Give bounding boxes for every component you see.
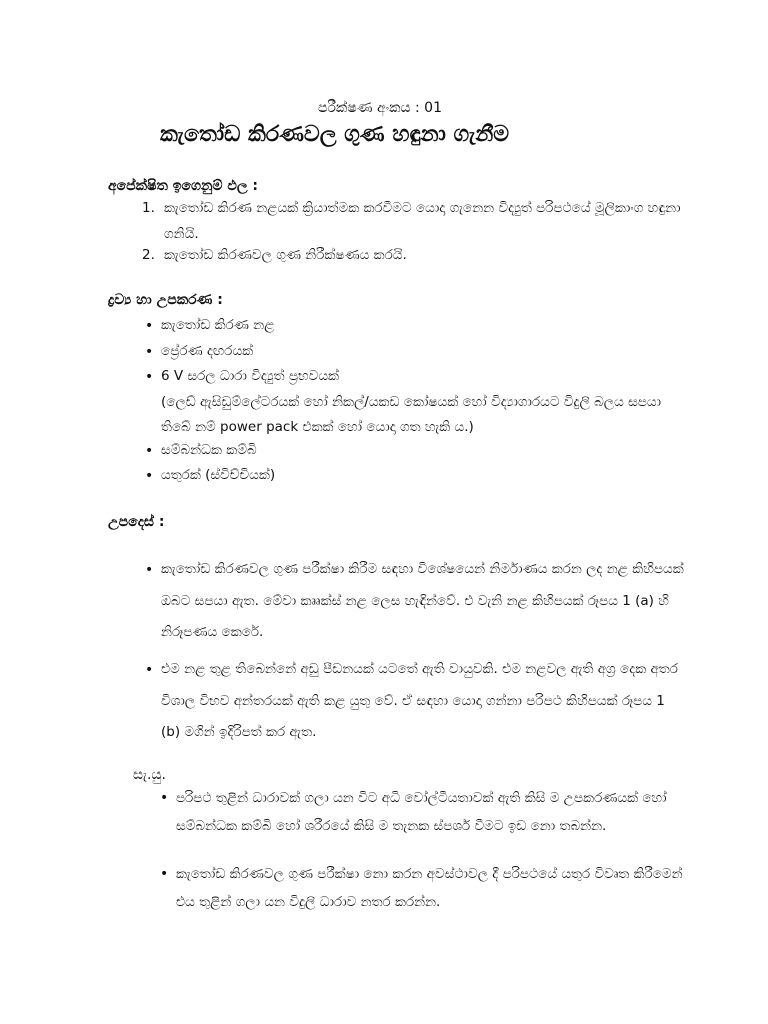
material-note: (ලෙඩ් ඇසිඩුම්ලේටරයක් හෝ නිකල්/යකඩ කෝෂයක් හෝ විද්‍යාගාරයට විදුලි බලය සපයා තිබේ නම් power pack එකක් හෝ යොදා ගත හැකි ය.) — [161, 393, 662, 436]
caution-text: කැතෝඩ කිරණවල ගුණ පරීක්ෂා නො කරන අවස්ථාවල දී පරිපථයේ යතුර විවෘත කිරීමෙන් එය තුළින් ගලා යන විදුලි ධාරාව නතර කරන්න. — [176, 866, 683, 911]
outcome-number: 1. — [142, 200, 155, 216]
materials-heading: ද්‍රව්‍ය හා උපකරණ : — [108, 292, 223, 308]
material-item — [145, 463, 685, 489]
caution-heading: සැ.යු. — [133, 767, 166, 783]
advice-text: එම නළ තුළ තිබෙන්නේ අඩු පීඩනයක් යටතේ ඇති වායුවකි. එම නළවල ඇති අග්‍ර දෙක අතර විශාල විභව අන්තරයක් ඇති කළ යුතු වේ. ඒ සඳහා යොදා ගන්නා පරිපථ කිහිපයක් රූපය 1 (b) මගින් ඉදිරිපත් කර ඇත. — [161, 661, 678, 741]
bullet-icon: • — [145, 662, 154, 678]
material-text: කැතෝඩ කිරණ නළ — [161, 317, 275, 333]
bullet-icon: • — [145, 318, 154, 334]
material-text: සම්බන්ධක කම්බි — [161, 442, 257, 458]
material-item — [145, 313, 685, 339]
bullet-icon: • — [145, 468, 154, 484]
caution-text: පරිපථ තුළින් ධාරාවක් ගලා යන විට අධි වෝල්ටීයතාවක් ඇති කිසි ම උපකරණයක් හෝ සම්බන්ධක කම්බි හෝ ශරීරයේ කිසි ම තැනක ස්පර්ශ වීමට ඉඩ නො තබන්න. — [176, 790, 667, 835]
caution-item — [160, 860, 685, 917]
outcome-item — [142, 243, 682, 269]
experiment-number: පරීක්ෂණ අංකය : 01 — [318, 100, 442, 116]
material-text: යතුරක් (ස්විච්චියක්) — [161, 467, 276, 483]
bullet-icon: • — [145, 443, 154, 459]
advice-text: කැතෝඩ කිරණවල ගුණ පරීක්ෂා කිරීම සඳහා විශේෂයෙන් නිර්මාණය කරන ලද නළ කිහිපයක් ඔබට සපයා ඇත. මේවා කෲක්ස් නළ ලෙස හැඳින්වේ. එ වැනි නළ කිහිපයක් රූපය 1 (a) හි නිරූපණය කෙරේ. — [161, 561, 684, 641]
material-text: ප්‍රේරණ දඟරයක් — [161, 343, 254, 359]
caution-item — [160, 784, 685, 841]
outcome-item — [142, 196, 682, 247]
material-item — [145, 438, 685, 464]
outcome-text: කැතෝඩ කිරණවල ගුණ නිරීක්ෂණය කරයි. — [164, 247, 407, 263]
outcomes-heading: අපේක්ෂිත ඉගෙනුම් ඵල : — [108, 178, 258, 194]
outcome-number: 2. — [142, 247, 155, 263]
outcome-text: කැතෝඩ කිරණ නළයක් ක්‍රියාත්මක කරවීමට යොදා ගැනෙන විද්‍යුත් පරිපථයේ මූලිකාංග හඳුනා ගනියි. — [164, 200, 681, 242]
material-item — [145, 364, 685, 441]
advice-item — [145, 554, 685, 649]
material-text: 6 V සරල ධාරා විද්‍යුත් ප්‍රභවයක් — [161, 368, 339, 384]
bullet-icon: • — [145, 344, 154, 360]
bullet-icon: • — [160, 790, 169, 806]
bullet-icon: • — [145, 562, 154, 578]
bullet-icon: • — [145, 369, 154, 385]
bullet-icon: • — [160, 866, 169, 882]
advice-item — [145, 654, 685, 749]
material-item — [145, 339, 685, 365]
advice-heading: උපදෙස් : — [108, 514, 165, 530]
page-title: කැතෝඩ කිරණවල ගුණ හඳුනා ගැනීම — [160, 122, 510, 147]
